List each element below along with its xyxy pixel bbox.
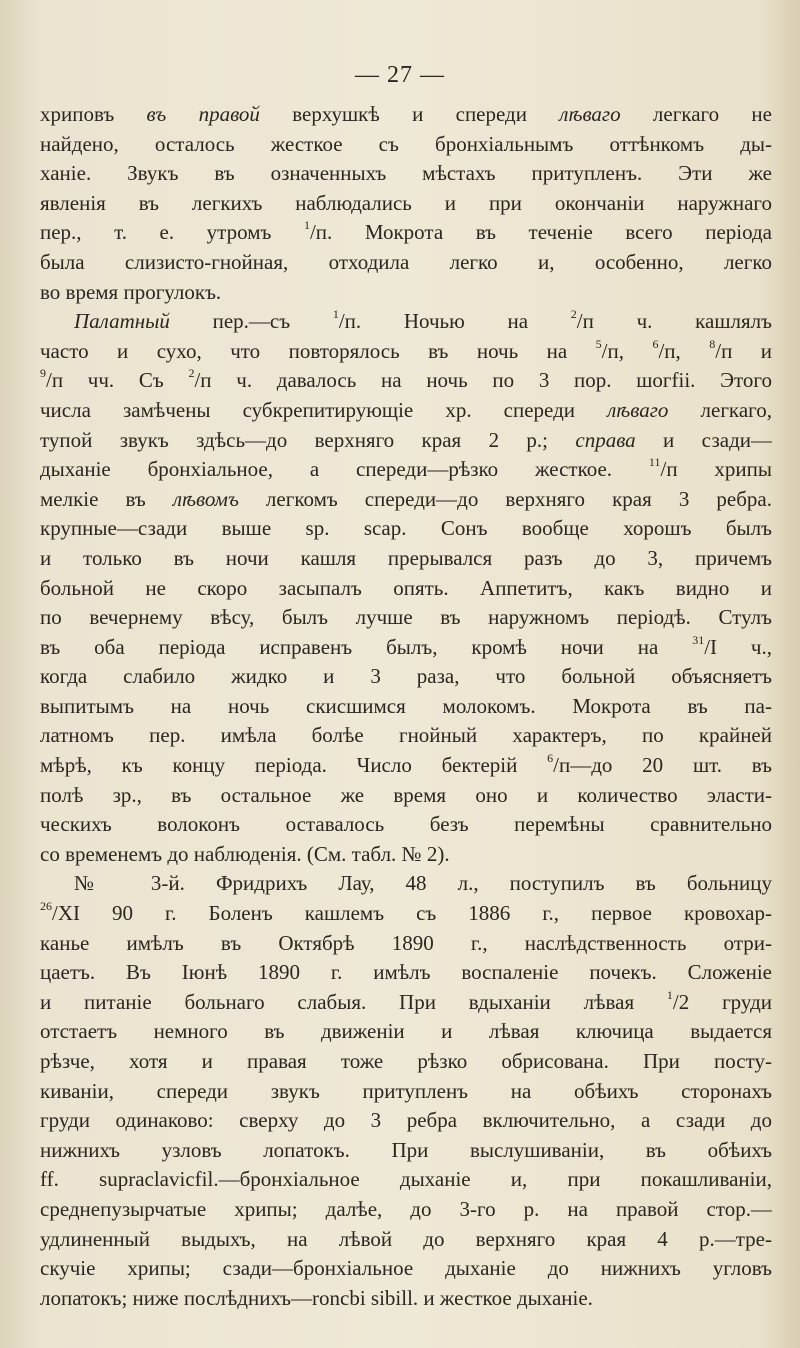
text-line — [40, 307, 772, 337]
text-run: хриповъ — [40, 102, 147, 126]
text-run: 26 — [40, 899, 52, 914]
text-run: /п ч. кашлялъ — [576, 309, 772, 334]
text-line — [40, 958, 772, 988]
text-run: 1 — [666, 987, 673, 1002]
text-run: /2 груди — [672, 989, 772, 1014]
text-run: мелкіе въ — [40, 486, 173, 511]
text-run: 5 — [595, 336, 602, 351]
text-run: /п ч. давалось на ночь по 3 пор. шогfіі. Этого — [194, 368, 772, 393]
text-run: была слизисто-гнойная, отходила легко и, особенно, легко — [40, 249, 772, 274]
text-line — [40, 1284, 772, 1314]
text-run: ханіе. Звукъ въ означенныхъ мѣстахъ притупленъ. Эти же — [40, 161, 772, 186]
text-run: справа — [575, 427, 636, 452]
text-run: среднепузырчатые хрипы; далѣе, до 3-го р. на правой стор.— — [40, 1196, 772, 1221]
text-run: и сзади— — [635, 427, 772, 452]
text-line — [40, 840, 772, 870]
text-run: въ правой — [146, 102, 260, 126]
text-line — [40, 751, 772, 781]
text-run: 6 — [547, 751, 554, 766]
text-run: со временемъ до наблюденія. (См. табл. № 2). — [40, 841, 450, 866]
text-run: мѣрѣ, къ концу періода. Число бектерій — [40, 753, 548, 778]
text-run: 1 — [303, 218, 310, 233]
text-run: /п, — [601, 338, 653, 363]
text-run: лѣваго — [607, 397, 669, 422]
text-line — [40, 514, 772, 544]
text-run: въ оба періода исправенъ былъ, кромѣ ночи на — [40, 634, 693, 659]
text-run: удлиненный выдыхъ, на лѣвой до верхняго края 4 р.—тре- — [40, 1226, 772, 1251]
text-line — [40, 574, 772, 604]
text-line — [40, 100, 772, 130]
text-run: /ХІ 90 г. Боленъ кашлемъ съ 1886 г., первое кровохар- — [52, 901, 772, 926]
text-line — [40, 662, 772, 692]
text-run: по вечернему вѣсу, былъ лучше въ наружномъ періодѣ. Стулъ — [40, 605, 772, 630]
text-run: /п—до 20 шт. въ — [553, 753, 772, 778]
text-line — [40, 1106, 772, 1136]
text-run: лѣвомъ — [172, 486, 239, 511]
text-line — [40, 248, 772, 278]
text-line — [40, 130, 772, 160]
text-run: киваніи, спереди звукъ притупленъ на обѣихъ сторонахъ — [40, 1078, 772, 1103]
text-line — [40, 337, 772, 367]
text-run: найдено, осталось жесткое съ бронхіальнымъ оттѣнкомъ ды- — [40, 131, 772, 156]
text-run: часто и сухо, что повторялось въ ночь на — [40, 338, 596, 363]
text-line — [40, 1254, 772, 1284]
text-run: и питаніе больнаго слабыя. При вдыханіи лѣвая — [40, 989, 667, 1014]
text-line — [40, 1017, 772, 1047]
text-run: лѣваго — [559, 102, 621, 126]
body-text — [40, 100, 772, 1313]
text-line — [40, 426, 772, 456]
text-line — [40, 1136, 772, 1166]
text-run: 1 — [332, 307, 339, 322]
text-run: отстаетъ немного въ движеніи и лѣвая ключица выдается — [40, 1019, 772, 1044]
text-run: 2 — [570, 307, 577, 322]
text-run: числа замѣчены субкрепитирующіе хр. спереди — [40, 397, 608, 422]
text-run: выпитымъ на ночь скисшимся молокомъ. Мокрота въ па- — [40, 693, 772, 718]
text-run: когда слабило жидко и 3 раза, что больной объясняетъ — [40, 664, 772, 689]
text-run: больной не скоро засыпалъ опять. Аппетитъ, какъ видно и — [40, 575, 772, 600]
text-run: груди одинаково: сверху до 3 ребра включительно, а сзади до — [40, 1108, 772, 1133]
text-run: полѣ зр., въ остальное же время оно и количество эласти- — [40, 782, 772, 807]
text-run: цаетъ. Въ Іюнѣ 1890 г. имѣлъ воспаленіе почекъ. Сложеніе — [40, 960, 772, 985]
text-run: верхушкѣ и спереди — [259, 102, 560, 126]
text-line — [40, 1047, 772, 1077]
text-run: скучіе хрипы; сзади—бронхіальное дыханіе до нижнихъ угловъ — [40, 1256, 772, 1281]
text-run: легкомъ спереди—до верхняго края 3 ребра. — [238, 486, 772, 511]
text-run: и только въ ночи кашля прерывался разъ до 3, причемъ — [40, 545, 772, 570]
text-run: 2 — [188, 366, 195, 381]
text-line — [40, 278, 772, 308]
text-line — [40, 929, 772, 959]
text-run: тупой звукъ здѣсь—до верхняго края 2 р.; — [40, 427, 576, 452]
text-line — [40, 189, 772, 219]
text-run: явленія въ легкихъ наблюдались и при окончаніи наружнаго — [40, 190, 772, 215]
text-run: /п чч. Съ — [46, 368, 189, 393]
text-line — [40, 455, 772, 485]
text-line — [40, 366, 772, 396]
text-run: дыханіе бронхіальное, а спереди—рѣзко жесткое. — [40, 457, 649, 482]
text-line — [40, 633, 772, 663]
text-run: легкаго не — [620, 102, 772, 126]
text-run: 8 — [709, 336, 716, 351]
text-run: /п хрипы — [660, 457, 772, 482]
text-line — [40, 988, 772, 1018]
text-run: № 3-й. Фридрихъ Лау, 48 л., поступилъ въ больницу — [74, 871, 772, 896]
text-line — [40, 159, 772, 189]
text-line — [40, 218, 772, 248]
text-line — [40, 899, 772, 929]
text-run: ческихъ волоконъ оставалось безъ перемѣны сравнительно — [40, 812, 772, 837]
text-line — [40, 396, 772, 426]
text-run: канье имѣлъ въ Октябрѣ 1890 г., наслѣдственность отри- — [40, 930, 772, 955]
text-line — [40, 1195, 772, 1225]
text-line — [40, 781, 772, 811]
text-run: во время прогулокъ. — [40, 279, 222, 304]
text-line — [40, 603, 772, 633]
text-line — [40, 692, 772, 722]
text-line — [40, 810, 772, 840]
text-run: рѣзче, хотя и правая тоже рѣзко обрисована. При посту- — [40, 1049, 772, 1073]
text-run: 11 — [648, 455, 661, 470]
text-line — [40, 485, 772, 515]
text-run: нижнихъ узловъ лопатокъ. При выслушиваніи, въ обѣихъ — [40, 1137, 772, 1162]
text-run: ff. supraclavicfil.—бронхіальное дыханіе и, при покашливаніи, — [40, 1167, 772, 1192]
text-run: пер.—съ — [169, 309, 333, 334]
text-run: лопатокъ; ниже послѣднихъ—roncbi sibill. и жесткое дыханіе. — [40, 1285, 593, 1310]
text-run: Палатный — [74, 309, 170, 334]
text-line — [40, 869, 772, 899]
text-run: /п, — [658, 338, 710, 363]
text-run: 31 — [692, 632, 705, 647]
text-run: /І ч., — [704, 634, 772, 659]
text-run: крупные—сзади выше sp. scap. Сонъ вообще хорошъ былъ — [40, 516, 772, 541]
text-line — [40, 1225, 772, 1255]
text-line — [40, 721, 772, 751]
text-run: латномъ пер. имѣла болѣе гнойный характеръ, по крайней — [40, 723, 772, 748]
text-line — [40, 544, 772, 574]
text-run: 6 — [652, 336, 659, 351]
text-line — [40, 1077, 772, 1107]
page-number: — 27 — — [355, 62, 445, 88]
text-run: пер., т. е. утромъ — [40, 220, 304, 245]
text-line — [40, 1165, 772, 1195]
text-run: 9 — [40, 366, 46, 381]
text-run: /п и — [715, 338, 772, 363]
text-run: /п. Мокрота въ теченіе всего періода — [309, 220, 772, 245]
text-run: легкаго, — [668, 397, 772, 422]
text-run: /п. Ночью на — [338, 309, 571, 334]
